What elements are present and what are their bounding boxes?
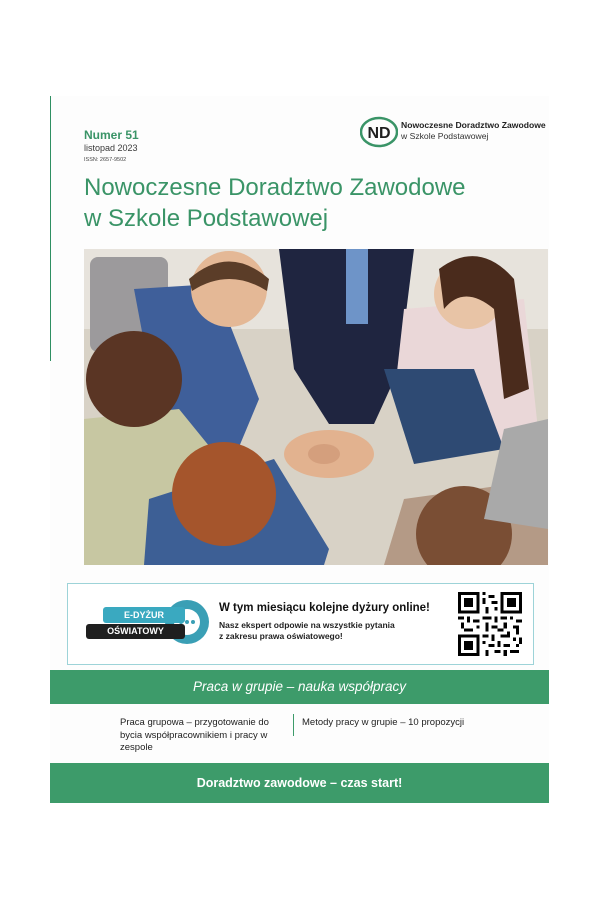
logo-mark-letters: ND bbox=[367, 125, 391, 142]
e-duty-badge-bottom: OŚWIATOWY bbox=[86, 624, 185, 639]
title-line-1: Nowoczesne Doradztwo Zawodowe bbox=[84, 174, 466, 201]
section-banner: Praca w grupie – nauka współpracy bbox=[50, 670, 549, 704]
cover-photo bbox=[84, 249, 548, 565]
article-teaser-2[interactable]: Metody pracy w grupie – 10 propozycji bbox=[302, 717, 465, 728]
column-divider bbox=[293, 714, 294, 736]
nd-logo-icon bbox=[360, 116, 398, 148]
e-duty-promo-box[interactable] bbox=[67, 583, 534, 665]
cover-accent-line bbox=[50, 96, 51, 361]
issue-number: Numer 51 bbox=[84, 128, 139, 142]
article-teaser-1[interactable]: Praca grupowa – przygotowanie do bycia współpracownikiem i pracy w zespole bbox=[120, 717, 269, 753]
promo-text-line-1: Nasz ekspert odpowie na wszystkie pytania bbox=[219, 620, 395, 630]
title-line-2: w Szkole Podstawowej bbox=[84, 205, 329, 232]
logo-line-2: w Szkole Podstawowej bbox=[401, 131, 489, 141]
magazine-title bbox=[84, 172, 554, 234]
promo-text bbox=[219, 620, 409, 642]
teamwork-hands-photo bbox=[84, 249, 548, 565]
issn-label: ISSN: 2657-9502 bbox=[84, 157, 127, 163]
publisher-logo bbox=[360, 116, 550, 148]
promo-text-line-2: z zakresu prawa oświatowego! bbox=[219, 631, 343, 641]
e-duty-badge-top: E-DYŻUR bbox=[103, 607, 185, 623]
qr-code-icon[interactable] bbox=[458, 592, 522, 656]
logo-line-1: Nowoczesne Doradztwo Zawodowe bbox=[401, 120, 546, 130]
promo-headline: W tym miesiącu kolejne dyżury online! bbox=[219, 602, 430, 614]
issue-date: listopad 2023 bbox=[84, 143, 138, 153]
footer-banner: Doradztwo zawodowe – czas start! bbox=[50, 763, 549, 803]
